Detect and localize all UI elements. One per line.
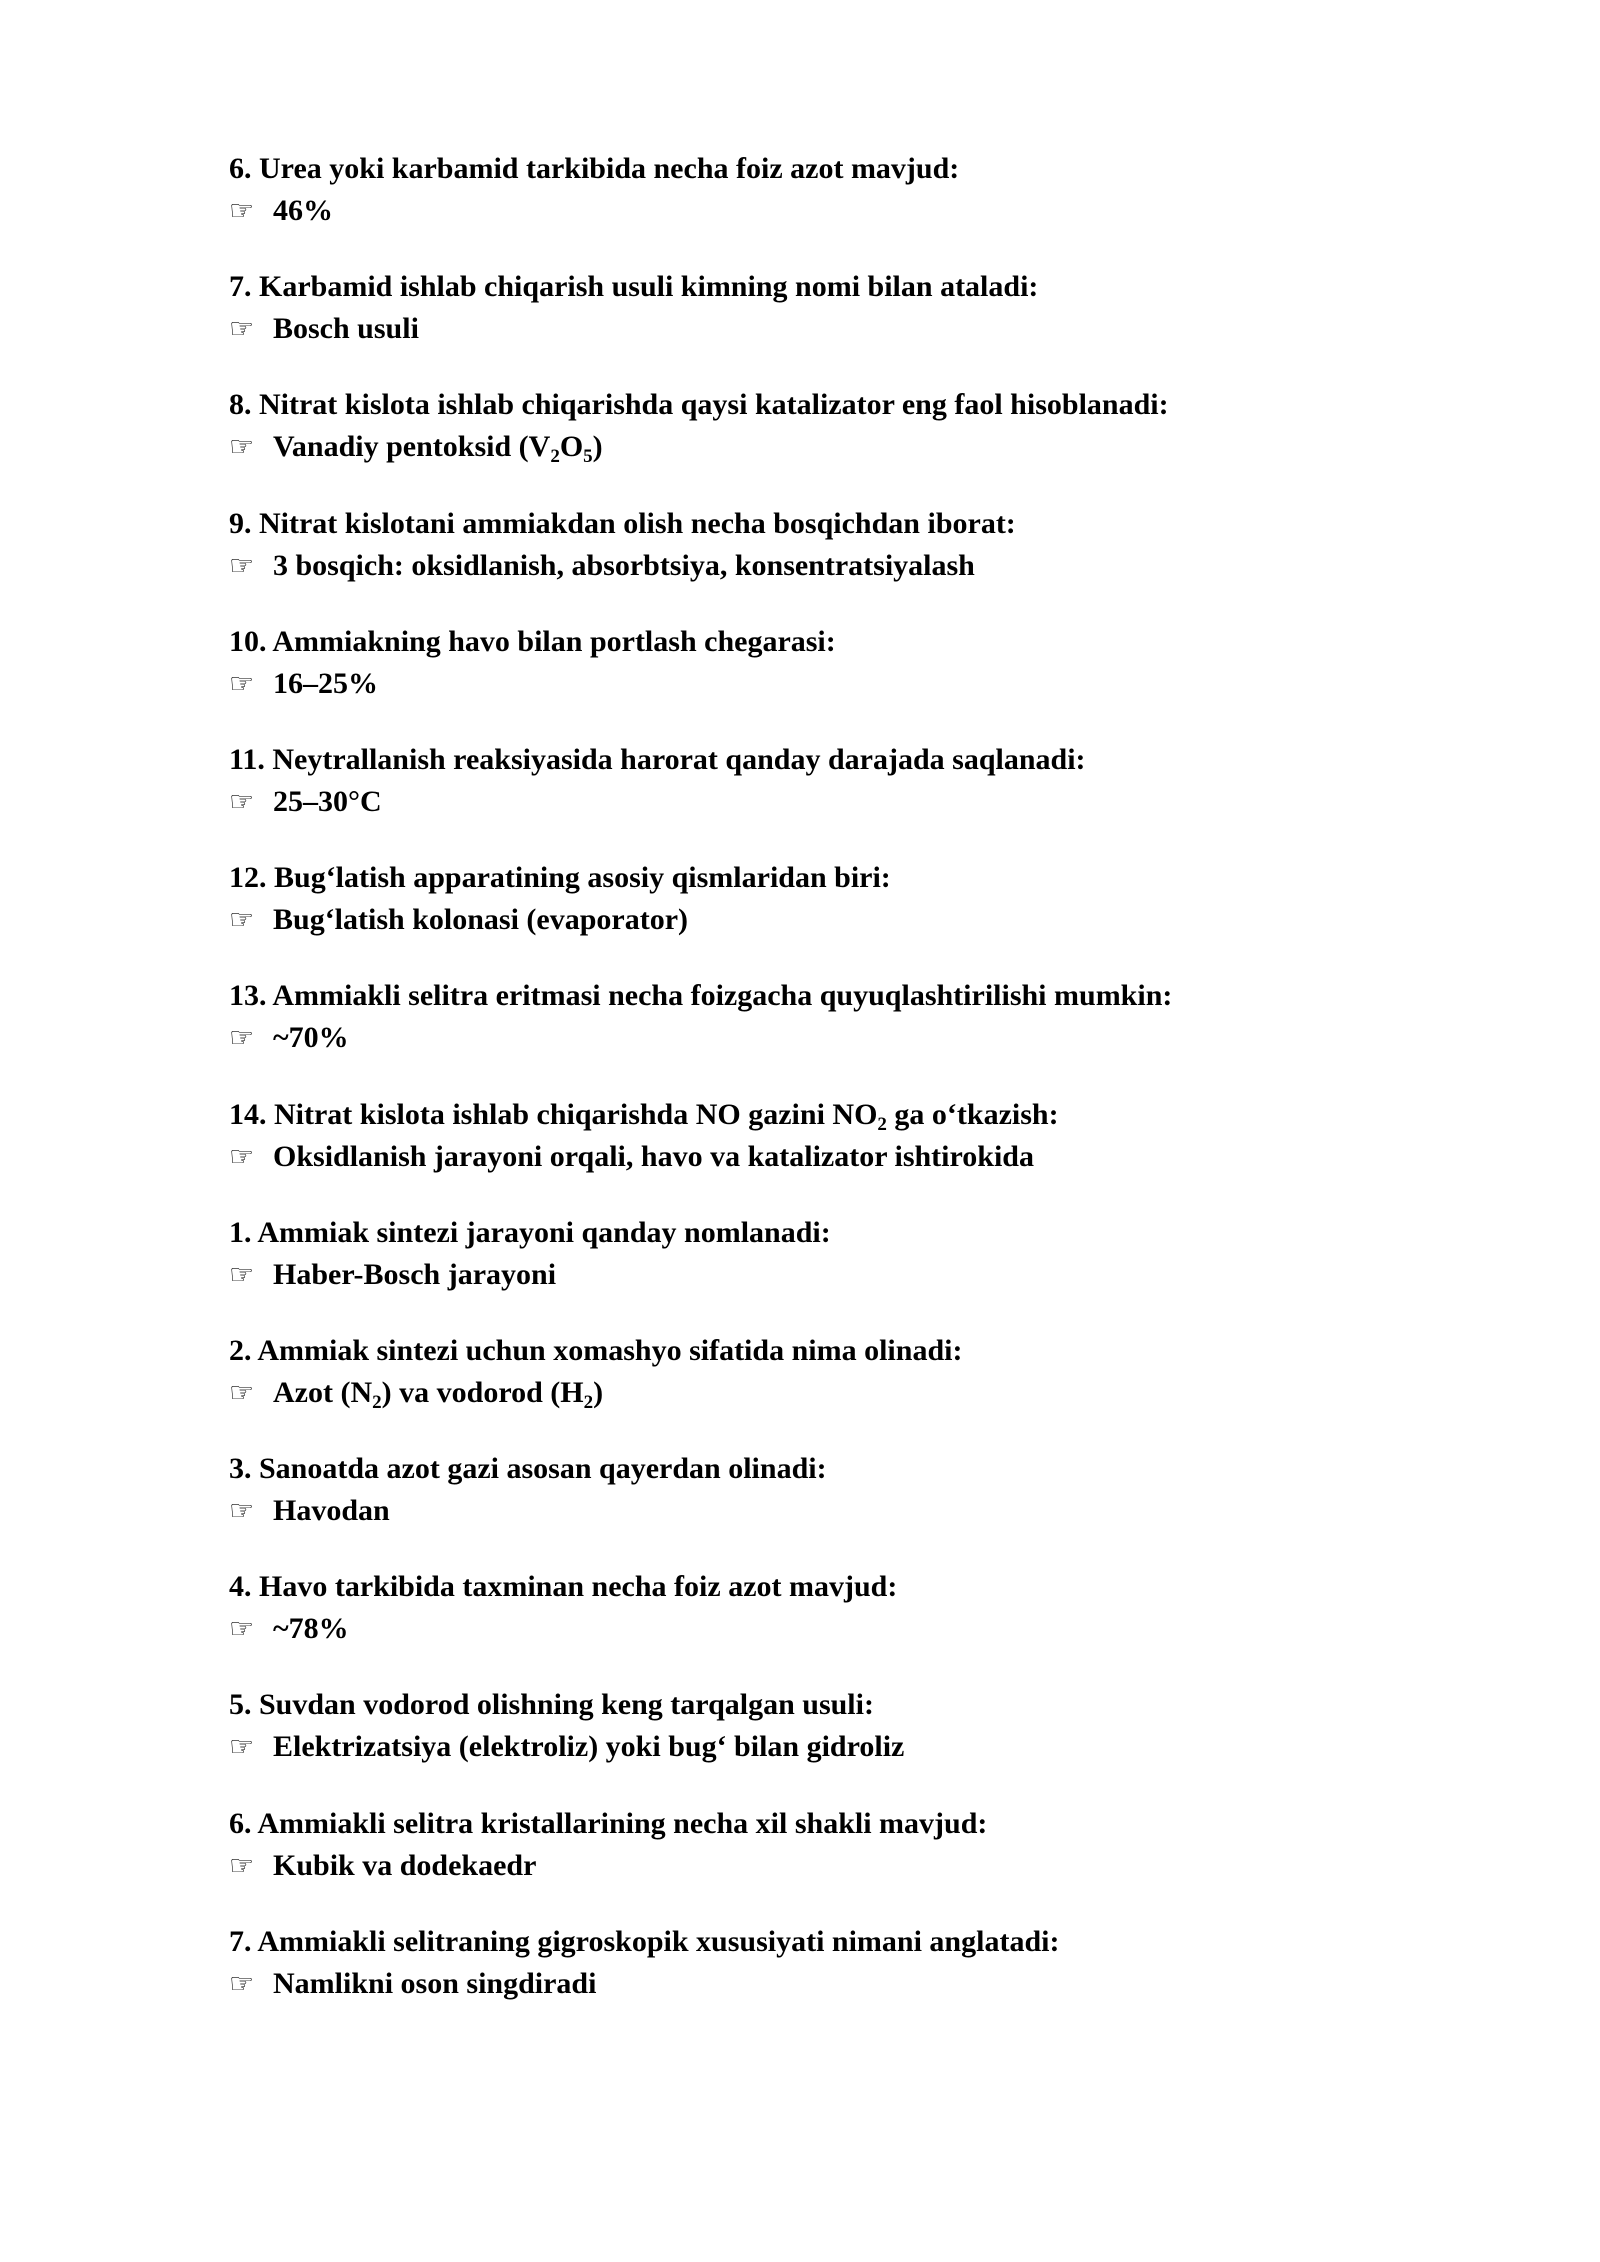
answer-text: Vanadiy pentoksid $(V_2O_5)$ [273, 430, 603, 468]
answer-line [229, 781, 1429, 823]
qa-item [229, 1094, 1429, 1178]
subscript: 2 [583, 1391, 594, 1413]
answer-text: Namlikni oson singdiradi [273, 1966, 597, 2000]
question-text: 7. Ammiakli selitraning gigroskopik xususiyati nimani anglatadi: [229, 1924, 1060, 1958]
pointing-hand-icon: ☞ [229, 430, 255, 464]
question-text: 1. Ammiak sintezi jarayoni qanday nomlanadi: [229, 1215, 831, 1249]
question-text: 7. Karbamid ishlab chiqarish usuli kimning nomi bilan ataladi: [229, 270, 1039, 304]
answer-text: 3 bosqich: oksidlanish, absorbtsiya, konsentratsiyalash [273, 548, 975, 582]
answer-text: Azot $(N_2)$ va vodorod $(H_2)$ [273, 1375, 604, 1413]
question-text: 13. Ammiakli selitra eritmasi necha foizgacha quyuqlashtirilishi mumkin: [229, 979, 1173, 1013]
answer-line [229, 1608, 1429, 1650]
pointing-hand-icon: ☞ [229, 1612, 255, 1646]
qa-item [229, 1212, 1429, 1296]
question-text: 3. Sanoatda azot gazi asosan qayerdan olinadi: [229, 1452, 827, 1486]
pointing-hand-icon: ☞ [229, 1730, 255, 1764]
answer-line [229, 1017, 1429, 1059]
answer-line [229, 1726, 1429, 1768]
qa-item [229, 148, 1429, 232]
answer-text: ~70% [273, 1021, 349, 1055]
question-text: 6. Ammiakli selitra kristallarining necha xil shakli mavjud: [229, 1806, 988, 1840]
pointing-hand-icon: ☞ [229, 784, 255, 818]
pointing-hand-icon: ☞ [229, 1848, 255, 1882]
pointing-hand-icon: ☞ [229, 1139, 255, 1173]
answer-line [229, 1254, 1429, 1296]
answer-text: Oksidlanish jarayoni orqali, havo va katalizator ishtirokida [273, 1139, 1034, 1173]
pointing-hand-icon: ☞ [229, 666, 255, 700]
answer-line [229, 1845, 1429, 1887]
qa-item [229, 857, 1429, 941]
document-page [229, 148, 1429, 2039]
qa-item [229, 1330, 1429, 1414]
answer-line [229, 426, 1429, 468]
pointing-hand-icon: ☞ [229, 1257, 255, 1291]
answer-line [229, 308, 1429, 350]
question-text: 8. Nitrat kislota ishlab chiqarishda qaysi katalizator eng faol hisoblanadi: [229, 388, 1169, 422]
pointing-hand-icon: ☞ [229, 1966, 255, 2000]
pointing-hand-icon: ☞ [229, 1494, 255, 1528]
qa-item [229, 503, 1429, 587]
pointing-hand-icon: ☞ [229, 1021, 255, 1055]
question-text: 11. Neytrallanish reaksiyasida harorat qanday darajada saqlanadi: [229, 742, 1086, 776]
question-text: 5. Suvdan vodorod olishning keng tarqalgan usuli: [229, 1688, 874, 1722]
answer-text: Bug‘latish kolonasi (evaporator) [273, 903, 689, 937]
qa-item [229, 739, 1429, 823]
qa-item [229, 1684, 1429, 1768]
pointing-hand-icon: ☞ [229, 1375, 255, 1409]
qa-item [229, 266, 1429, 350]
answer-line [229, 545, 1429, 587]
answer-text: Kubik va dodekaedr [273, 1848, 537, 1882]
subscript: 2 [550, 446, 560, 468]
answer-text: 25–30°C [273, 784, 382, 818]
pointing-hand-icon: ☞ [229, 548, 255, 582]
answer-line [229, 1136, 1429, 1178]
question-text: 4. Havo tarkibida taxminan necha foiz azot mavjud: [229, 1570, 898, 1604]
answer-line [229, 1490, 1429, 1532]
answer-text: Havodan [273, 1494, 390, 1528]
pointing-hand-icon: ☞ [229, 903, 255, 937]
qa-item [229, 1921, 1429, 2005]
answer-text: Bosch usuli [273, 312, 419, 346]
answer-text: ~78% [273, 1612, 349, 1646]
question-text: 14. Nitrat kislota ishlab chiqarishda NO gazini $NO_2$ ga o‘tkazish: [229, 1097, 1059, 1135]
pointing-hand-icon: ☞ [229, 194, 255, 227]
answer-line [229, 1963, 1429, 2005]
subscript: 5 [583, 446, 593, 468]
question-text: 9. Nitrat kislotani ammiakdan olish necha bosqichdan iborat: [229, 506, 1016, 540]
answer-line [229, 663, 1429, 705]
question-text: 10. Ammiakning havo bilan portlash chegarasi: [229, 624, 836, 658]
answer-line [229, 190, 1429, 232]
pointing-hand-icon: ☞ [229, 312, 255, 346]
question-text: 12. Bug‘latish apparatining asosiy qismlaridan biri: [229, 861, 891, 895]
qa-item [229, 1803, 1429, 1887]
answer-line [229, 1372, 1429, 1414]
answer-text: 16–25% [273, 666, 378, 700]
answer-text: Haber-Bosch jarayoni [273, 1257, 557, 1291]
answer-line [229, 899, 1429, 941]
qa-item [229, 1448, 1429, 1532]
qa-item [229, 975, 1429, 1059]
question-text: 6. Urea yoki karbamid tarkibida necha foiz azot mavjud: [229, 152, 960, 185]
qa-item [229, 621, 1429, 705]
subscript: 2 [877, 1113, 887, 1135]
qa-item [229, 1566, 1429, 1650]
question-text: 2. Ammiak sintezi uchun xomashyo sifatida nima olinadi: [229, 1333, 963, 1367]
subscript: 2 [372, 1391, 382, 1413]
answer-text: Elektrizatsiya (elektroliz) yoki bug‘ bilan gidroliz [273, 1730, 905, 1764]
answer-text: 46% [273, 194, 333, 227]
qa-item [229, 384, 1429, 468]
